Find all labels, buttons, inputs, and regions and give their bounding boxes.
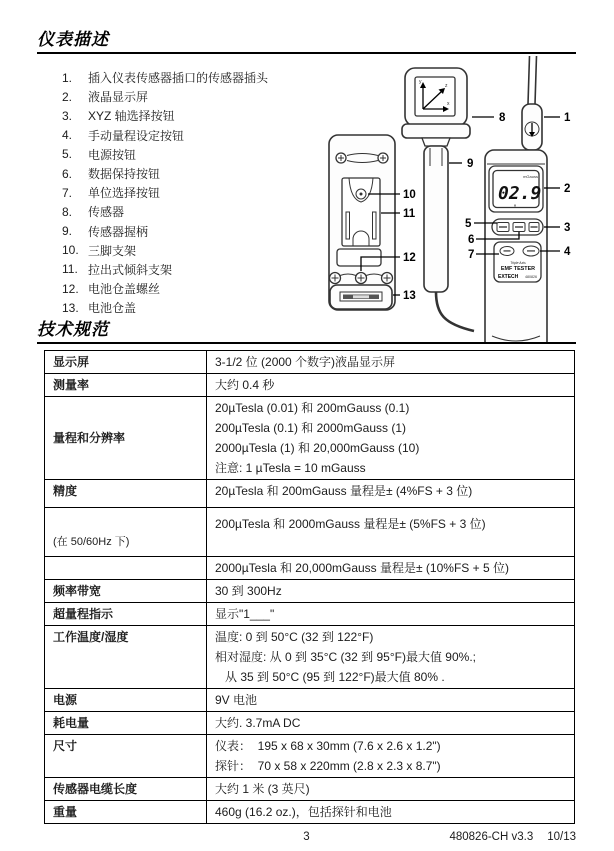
spec-label: 超量程指示: [45, 603, 207, 626]
list-item-text: 电池仓盖螺丝: [88, 282, 161, 297]
list-item-number: 11.: [62, 262, 78, 277]
spec-value: [207, 374, 575, 397]
list-item: [62, 126, 332, 145]
spec-value-line: 从 35 到 50°C (95 到 122°F)最大值 80% .: [225, 670, 445, 685]
table-row: [45, 626, 575, 689]
table-row: [45, 603, 575, 626]
spec-value: [207, 801, 575, 824]
spec-value-line: 仪表： 195 x 68 x 30mm (7.6 x 2.6 x 1.2"): [215, 739, 441, 754]
model-number: 480826: [525, 275, 537, 279]
spec-label: 传感器电缆长度: [45, 778, 207, 801]
spec-label: 电源: [45, 689, 207, 712]
range-button-glyph: [527, 250, 535, 252]
version-code: 480826-CH v3.3: [449, 831, 534, 844]
spec-value-line: 20µTesla 和 200mGauss 量程是± (4%FS + 3 位): [215, 484, 473, 499]
tripod-mount-center: [360, 193, 363, 196]
meter-back-view: [329, 135, 395, 310]
product-name: EMF TESTER: [500, 266, 536, 272]
list-item-text: 传感器: [88, 205, 125, 220]
lcd-reading: 02.9: [498, 183, 542, 204]
list-item: [62, 183, 332, 202]
callout-9: 9: [467, 158, 474, 170]
plug-cable: [528, 56, 537, 104]
spec-value: [207, 580, 575, 603]
lcd-unit-label: mGauss: [523, 174, 538, 179]
table-row: [45, 712, 575, 735]
callout-11: 11: [403, 208, 416, 220]
specs-table: [44, 350, 575, 824]
unit-select-button-glyph: [504, 250, 511, 252]
list-item-text: XYZ 轴选择按钮: [88, 109, 175, 124]
spec-value-line: 200µTesla (0.1) 和 2000mGauss (1): [215, 421, 406, 436]
table-row: [45, 397, 575, 480]
table-row: [45, 374, 575, 397]
spec-label: 耗电量: [45, 712, 207, 735]
spec-value-line: 大约. 3.7mA DC: [215, 716, 301, 731]
list-item-text: 插入仪表传感器插口的传感器插头: [88, 71, 269, 86]
callout-3: 3: [564, 222, 571, 234]
spec-value-line: 注意: 1 µTesla = 10 mGauss: [215, 461, 366, 476]
list-item: [62, 279, 332, 298]
list-item-number: 7.: [62, 185, 73, 200]
list-item-number: 8.: [62, 204, 73, 219]
list-item-number: 1.: [62, 70, 73, 85]
callout-12: 12: [403, 252, 416, 264]
spec-value-line: 探针： 70 x 58 x 220mm (2.8 x 2.3 x 8.7"): [215, 759, 441, 774]
probe-cable: [436, 292, 474, 331]
list-item-number: 4.: [62, 128, 73, 143]
spec-value: [207, 397, 575, 480]
list-item-text: 电池仓盖: [88, 301, 137, 316]
list-item-text: 单位选择按钮: [88, 186, 161, 201]
callout-6: 6: [468, 234, 475, 246]
list-item: [62, 241, 332, 260]
callout-7: 7: [468, 249, 475, 261]
hold-button-glyph: [515, 226, 523, 228]
table-row: [45, 557, 575, 580]
list-item-number: 12.: [62, 281, 79, 296]
spec-label: 尺寸: [45, 735, 207, 778]
table-row: [45, 689, 575, 712]
spec-value-line: 温度: 0 到 50°C (32 到 122°F): [215, 630, 374, 645]
list-item-number: 13.: [62, 300, 79, 315]
parts-list: [62, 68, 332, 317]
page-footer: [37, 831, 576, 843]
list-item-text: 传感器握柄: [88, 224, 149, 239]
list-item: [62, 68, 332, 87]
list-item-number: 5.: [62, 147, 73, 162]
spec-label: [45, 557, 207, 580]
callout-8: 8: [499, 112, 506, 124]
list-item-text: 液晶显示屏: [88, 90, 149, 105]
document-version: [449, 831, 576, 843]
axis-x-label: x: [447, 101, 450, 107]
axis-select-button-glyph: [531, 226, 538, 228]
list-item-text: 电源按钮: [88, 147, 137, 162]
spec-value: [207, 778, 575, 801]
table-row: [45, 508, 575, 557]
spec-value-line: 2000µTesla 和 20,000mGauss 量程是± (10%FS + 5 位): [215, 561, 509, 576]
device-illustration: [322, 52, 580, 342]
list-item: [62, 222, 332, 241]
list-item: [62, 145, 332, 164]
meter-front-view: [485, 56, 547, 342]
spec-value-line: 显示"1___": [215, 607, 275, 622]
power-button-glyph: [499, 226, 507, 228]
spec-value-line: 30 到 300Hz: [215, 584, 282, 599]
table-row: [45, 735, 575, 778]
spec-label: 重量: [45, 801, 207, 824]
version-date: 10/13: [547, 831, 576, 844]
spec-value-line: 2000µTesla (1) 和 20,000mGauss (10): [215, 441, 420, 456]
list-item-number: 3.: [62, 108, 73, 123]
spec-value-line: 20µTesla (0.01) 和 200mGauss (0.1): [215, 401, 410, 416]
spec-value-line: 相对湿度: 从 0 到 35°C (32 到 95°F)最大值 90%.;: [215, 650, 476, 665]
spec-value: [207, 480, 575, 508]
spec-value: [207, 689, 575, 712]
spec-value: [207, 508, 575, 557]
axis-z-label: z: [445, 83, 448, 89]
callout-2: 2: [564, 183, 571, 195]
spec-value: [207, 712, 575, 735]
spec-value-line: 460g (16.2 oz.)，包括探针和电池: [215, 805, 392, 820]
axis-y-label: y: [419, 79, 422, 85]
list-item: [62, 106, 332, 125]
spec-label: (在 50/60Hz 下): [45, 508, 207, 557]
table-row: [45, 580, 575, 603]
list-item: [62, 164, 332, 183]
list-item: [62, 87, 332, 106]
list-item-number: 6.: [62, 166, 73, 181]
callout-10: 10: [403, 189, 416, 201]
brand-tagline: Triple Axis: [510, 261, 526, 265]
spec-value-line: 3-1/2 位 (2000 个数字)液晶显示屏: [215, 355, 396, 370]
section-title-technical-specs: 技术规范: [37, 320, 576, 344]
spec-label: 测量率: [45, 374, 207, 397]
table-row: [45, 480, 575, 508]
list-item-number: 9.: [62, 224, 73, 239]
spec-value-line: 大约 1 米 (3 英尺): [215, 782, 310, 797]
spec-value: [207, 626, 575, 689]
spec-label: 精度: [45, 480, 207, 508]
list-item-text: 拉出式倾斜支架: [88, 262, 173, 277]
table-row: [45, 351, 575, 374]
battery-cover-label-text-area: [353, 295, 369, 298]
page-number: 3: [303, 831, 310, 844]
section-title-instrument-description: 仪表描述: [37, 30, 576, 54]
table-row: [45, 778, 575, 801]
callout-1: 1: [564, 112, 571, 124]
list-item: [62, 202, 332, 221]
spec-value: [207, 351, 575, 374]
probe-neck: [422, 138, 450, 146]
probe-handle: [424, 146, 448, 292]
spec-value-line: 9V 电池: [215, 693, 258, 708]
list-item: [62, 298, 332, 317]
spec-value-line: 200µTesla 和 2000mGauss 量程是± (5%FS + 3 位): [215, 517, 486, 532]
spec-label: 工作温度/湿度: [45, 626, 207, 689]
emf-tester-diagram: [322, 52, 580, 342]
list-item-text: 手动量程设定按钮: [88, 128, 185, 143]
sensor-head-flange: [402, 124, 470, 138]
list-item-text: 数据保持按钮: [88, 167, 161, 182]
spec-value: [207, 603, 575, 626]
list-item-number: 10.: [62, 243, 79, 258]
callout-13: 13: [403, 290, 416, 302]
list-item-number: 2.: [62, 89, 73, 104]
table-row: [45, 801, 575, 824]
list-item: [62, 260, 332, 279]
list-item-text: 三脚支架: [88, 243, 137, 258]
callout-5: 5: [465, 218, 472, 230]
brand-logo: EXTECH: [498, 274, 519, 280]
spec-label: 显示屏: [45, 351, 207, 374]
spec-value: [207, 735, 575, 778]
callout-4: 4: [564, 246, 571, 258]
spec-label: 频率带宽: [45, 580, 207, 603]
spec-value-line: 大约 0.4 秒: [215, 378, 275, 393]
spec-label: 量程和分辨率: [45, 397, 207, 480]
spec-value: [207, 557, 575, 580]
